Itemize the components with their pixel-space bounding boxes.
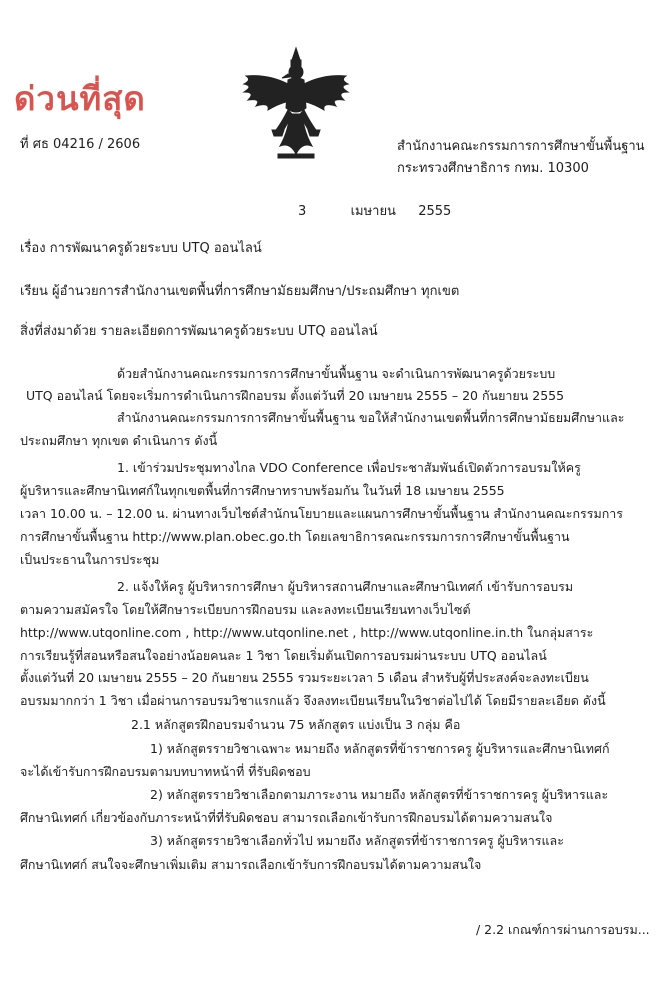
body-line: 1. เข้าร่วมประชุมทางไกล VDO Conference เพื่อประชาสัมพันธ์เปิดตัวการอบรมให้ครู <box>117 460 581 475</box>
body-line: ตั้งแต่วันที่ 20 เมษายน 2555 – 20 กันยายน 2555 รวมระยะเวลา 5 เดือน สำหรับผู้ที่ประสงค์จะลงทะเบียน <box>20 670 589 685</box>
body-line: เป็นประธานในการประชุม <box>20 552 160 567</box>
body-line: สำนักงานคณะกรรมการการศึกษาขั้นพื้นฐาน ขอให้สำนักงานเขตพื้นที่การศึกษามัธยมศึกษาและ <box>117 410 625 425</box>
body-line: 2. แจ้งให้ครู ผู้บริหารการศึกษา ผู้บริหารสถานศึกษาและศึกษานิเทศก์ เข้ารับการอบรม <box>117 579 574 594</box>
body-line: http://www.utqonline.com , http://www.utqonline.net , http://www.utqonline.in.th ในกลุ่มสาระ <box>20 625 594 640</box>
letter-recipient: เรียน ผู้อำนวยการสำนักงานเขตพื้นที่การศึกษามัธยมศึกษา/ประถมศึกษา ทุกเขต <box>20 284 460 299</box>
date-day: 3 <box>298 204 307 219</box>
date-year: 2555 <box>418 204 452 219</box>
body-line: 2) หลักสูตรรายวิชาเลือกตามภาระงาน หมายถึง หลักสูตรที่ข้าราชการครู ผู้บริหารและ <box>150 787 609 802</box>
body-line: 3) หลักสูตรรายวิชาเลือกทั่วไป หมายถึง หลักสูตรที่ข้าราชการครู ผู้บริหารและ <box>150 833 564 848</box>
body-line: 1) หลักสูตรรายวิชาเฉพาะ หมายถึง หลักสูตรที่ข้าราชการครู ผู้บริหารและศึกษานิเทศก์ <box>150 741 610 756</box>
body-line: การเรียนรู้ที่สอนหรือสนใจอย่างน้อยคนละ 1 วิชา โดยเริ่มต้นเปิดการอบรมผ่านระบบ UTQ ออนไลน์ <box>20 648 547 663</box>
body-line: ผู้บริหารและศึกษานิเทศก์ในทุกเขตพื้นที่การศึกษาทราบพร้อมกัน ในวันที่ 18 เมษายน 2555 <box>20 483 505 498</box>
issuing-office: สำนักงานคณะกรรมการการศึกษาขั้นพื้นฐาน <box>397 139 645 154</box>
office-address: กระทรวงศึกษาธิการ กทม. 10300 <box>397 161 589 176</box>
continuation-note: / 2.2 เกณฑ์การผ่านการอบรม... <box>476 922 650 937</box>
date-month: เมษายน <box>350 204 396 219</box>
letter-subject: เรื่อง การพัฒนาครูด้วยระบบ UTQ ออนไลน์ <box>20 241 262 256</box>
body-line: ศึกษานิเทศก์ เกี่ยวข้องกับภาระหน้าที่ที่รับผิดชอบ สามารถเลือกเข้ารับการฝึกอบรมได้ตามความสนใจ <box>20 810 553 825</box>
reference-number: ที่ ศธ 04216 / 2606 <box>20 137 141 152</box>
body-line: UTQ ออนไลน์ โดยจะเริ่มการดำเนินการฝึกอบรม ตั้งแต่วันที่ 20 เมษายน 2555 – 20 กันยายน 2555 <box>26 388 565 403</box>
garuda-emblem <box>238 46 354 160</box>
body-line: ตามความสมัครใจ โดยให้ศึกษาระเบียบการฝึกอบรม และลงทะเบียนเรียนทางเว็บไซต์ <box>20 602 471 617</box>
letter-date <box>298 203 451 221</box>
body-line: จะได้เข้ารับการฝึกอบรมตามบทบาทหน้าที่ ที่รับผิดชอบ <box>20 764 311 779</box>
body-line: อบรมมากกว่า 1 วิชา เมื่อผ่านการอบรมวิชาแรกแล้ว จึงลงทะเบียนเรียนในวิชาต่อไปได้ โดยมีรายละเอียด ดังนี้ <box>20 693 606 708</box>
body-line: ประถมศึกษา ทุกเขต ดำเนินการ ดังนี้ <box>20 433 218 448</box>
letter-enclosure: สิ่งที่ส่งมาด้วย รายละเอียดการพัฒนาครูด้วยระบบ UTQ ออนไลน์ <box>20 324 378 339</box>
body-line: การศึกษาขั้นพื้นฐาน http://www.plan.obec.go.th โดยเลขาธิการคณะกรรมการการศึกษาขั้นพื้นฐาน <box>20 529 570 544</box>
urgency-stamp: ด่วนที่สุด <box>14 79 146 118</box>
body-line: ด้วยสำนักงานคณะกรรมการการศึกษาขั้นพื้นฐาน จะดำเนินการพัฒนาครูด้วยระบบ <box>117 366 556 381</box>
body-line: ศึกษานิเทศก์ สนใจจะศึกษาเพิ่มเติม สามารถเลือกเข้ารับการฝึกอบรมได้ตามความสนใจ <box>20 857 482 872</box>
body-line: เวลา 10.00 น. – 12.00 น. ผ่านทางเว็บไซต์สำนักนโยบายและแผนการศึกษาขั้นพื้นฐาน สำนักงานคณะกรรมการ <box>20 506 624 521</box>
body-line: 2.1 หลักสูตรฝึกอบรมจำนวน 75 หลักสูตร แบ่งเป็น 3 กลุ่ม คือ <box>131 717 461 732</box>
